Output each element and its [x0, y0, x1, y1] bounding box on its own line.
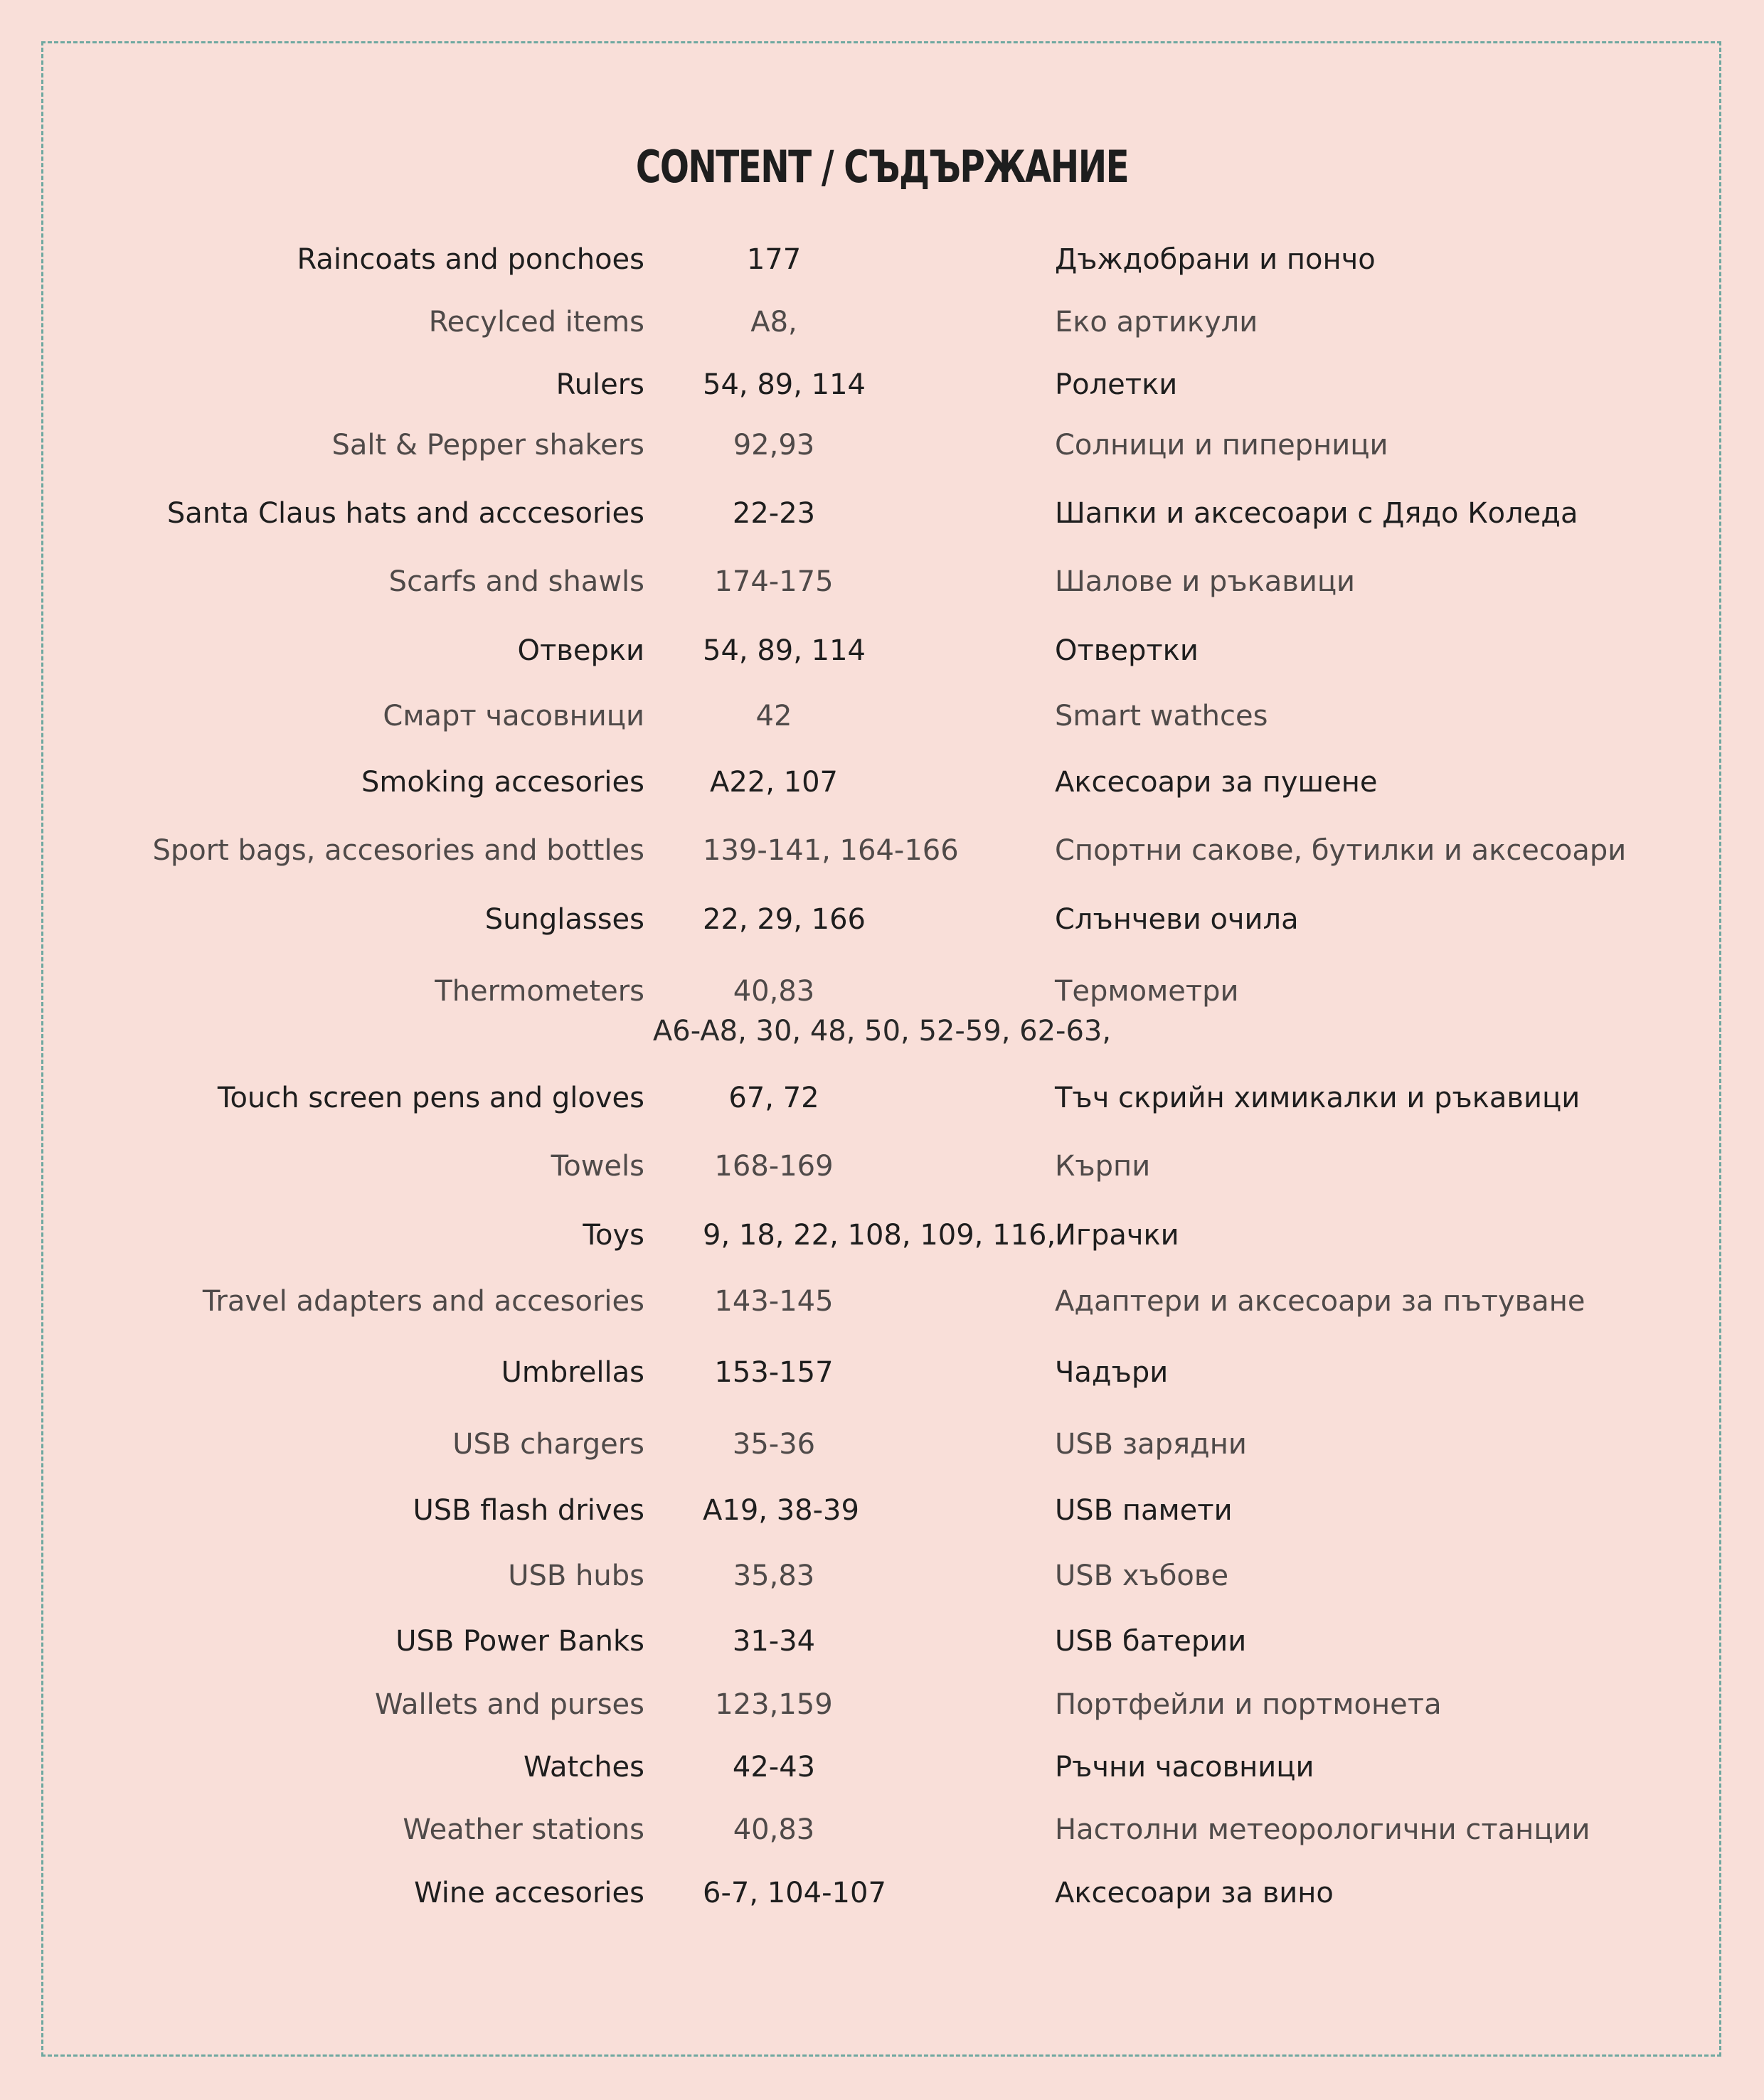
table-row — [0, 301, 1764, 343]
table-row — [0, 1683, 1764, 1726]
item-name-en: Smoking accesories — [361, 766, 644, 799]
page-numbers: 139-141, 164-166 — [703, 834, 959, 867]
item-name-en: Отверки — [517, 634, 644, 667]
page-numbers: 9, 18, 22, 108, 109, 116, — [703, 1219, 1056, 1252]
item-name-en: Umbrellas — [501, 1356, 644, 1389]
page-numbers: 54, 89, 114 — [703, 634, 866, 667]
item-name-en: USB flash drives — [413, 1494, 644, 1527]
page-numbers: 54, 89, 114 — [703, 368, 866, 401]
item-name-bg: Smart wathces — [1055, 700, 1268, 732]
item-name-en: Travel adapters and accesories — [202, 1285, 644, 1318]
page-numbers: 22-23 — [732, 497, 816, 530]
item-name-bg: USB зарядни — [1055, 1428, 1247, 1461]
table-row — [0, 560, 1764, 603]
item-name-en: USB hubs — [508, 1560, 644, 1592]
item-name-bg: Шапки и аксесоари с Дядо Коледа — [1055, 497, 1578, 530]
item-name-bg: Аксесоари за вино — [1055, 1877, 1334, 1909]
item-name-en: Sport bags, accesories and bottles — [152, 834, 644, 867]
table-row — [0, 898, 1764, 941]
item-name-en: Sunglasses — [484, 903, 644, 936]
item-name-bg: Портфейли и портмонета — [1055, 1688, 1442, 1721]
page-numbers: 92,93 — [733, 429, 815, 462]
table-row — [0, 1620, 1764, 1663]
table-row — [0, 1077, 1764, 1119]
item-name-bg: Отвертки — [1055, 634, 1199, 667]
table-row — [0, 1872, 1764, 1914]
item-name-bg: Адаптери и аксесоари за пътуване — [1055, 1285, 1585, 1318]
table-row — [0, 492, 1764, 535]
item-name-en: Wallets and purses — [374, 1688, 644, 1721]
page-numbers: 143-145 — [714, 1285, 834, 1318]
item-name-en: Rulers — [556, 368, 644, 401]
item-name-bg: Спортни сакове, бутилки и аксесоари — [1055, 834, 1627, 867]
item-name-bg: USB памети — [1055, 1494, 1233, 1527]
item-name-en: USB chargers — [452, 1428, 644, 1461]
item-name-en: USB Power Banks — [395, 1625, 644, 1658]
page-numbers: 6-7, 104-107 — [703, 1877, 886, 1909]
page-numbers: 168-169 — [714, 1150, 834, 1183]
page-numbers: 177 — [746, 243, 802, 276]
item-name-en: Recylced items — [428, 306, 644, 339]
page-numbers: 153-157 — [714, 1356, 834, 1389]
item-name-bg: Кърпи — [1055, 1150, 1151, 1183]
item-name-bg: Дъждобрани и пончо — [1055, 243, 1376, 276]
item-name-en: Thermometers — [435, 975, 644, 1008]
table-row — [0, 1746, 1764, 1789]
table-row — [0, 970, 1764, 1013]
extra-page-numbers: A6-A8, 30, 48, 50, 52-59, 62-63, — [652, 1015, 1112, 1048]
table-row — [0, 1423, 1764, 1466]
table-row — [0, 363, 1764, 406]
item-name-en: Toys — [583, 1219, 644, 1252]
page-numbers: A19, 38-39 — [703, 1494, 859, 1527]
item-name-bg: Ролетки — [1055, 368, 1178, 401]
item-name-bg: USB хъбове — [1055, 1560, 1229, 1592]
table-row — [0, 695, 1764, 737]
page-numbers: 40,83 — [733, 975, 815, 1008]
item-name-bg: Чадъри — [1055, 1356, 1169, 1389]
page-numbers: 174-175 — [714, 565, 834, 598]
item-name-en: Towels — [551, 1150, 644, 1183]
item-name-bg: Еко артикули — [1055, 306, 1258, 339]
page-numbers: 67, 72 — [728, 1082, 819, 1114]
table-row — [0, 1214, 1764, 1257]
item-name-bg: Настолни метеорологични станции — [1055, 1813, 1590, 1846]
item-name-en: Weather stations — [403, 1813, 644, 1846]
item-name-bg: Аксесоари за пушене — [1055, 766, 1378, 799]
page-numbers: 123,159 — [715, 1688, 833, 1721]
item-name-bg: Термометри — [1055, 975, 1239, 1008]
table-row — [0, 1808, 1764, 1851]
table-row — [0, 1489, 1764, 1532]
page-numbers: 22, 29, 166 — [703, 903, 866, 936]
table-row — [0, 238, 1764, 281]
page-numbers: A8, — [750, 306, 797, 339]
item-name-en: Raincoats and ponchoes — [297, 243, 644, 276]
item-name-bg: Тъч скрийн химикалки и ръкавици — [1055, 1082, 1580, 1114]
table-row — [0, 829, 1764, 872]
table-row — [0, 1555, 1764, 1597]
page-numbers: 42 — [755, 700, 792, 732]
table-row — [0, 761, 1764, 804]
item-name-bg: Слънчеви очила — [1055, 903, 1299, 936]
page-numbers: 42-43 — [732, 1751, 816, 1784]
table-row — [0, 1145, 1764, 1188]
item-name-en: Wine accesories — [414, 1877, 644, 1909]
item-name-en: Salt & Pepper shakers — [331, 429, 644, 462]
item-name-en: Touch screen pens and gloves — [217, 1082, 644, 1114]
table-row — [0, 629, 1764, 672]
item-name-bg: Ръчни часовници — [1055, 1751, 1314, 1784]
item-name-bg: Шалове и ръкавици — [1055, 565, 1356, 598]
page-numbers: 35-36 — [732, 1428, 816, 1461]
page-numbers: 40,83 — [733, 1813, 815, 1846]
item-name-en: Смарт часовници — [383, 700, 644, 732]
table-row — [0, 1280, 1764, 1323]
item-name-bg: USB батерии — [1055, 1625, 1247, 1658]
table-row — [0, 424, 1764, 467]
page-title: CONTENT / СЪДЪРЖАНИЕ — [635, 141, 1129, 193]
table-row — [0, 1351, 1764, 1394]
item-name-en: Watches — [524, 1751, 644, 1784]
page-numbers: 35,83 — [733, 1560, 815, 1592]
page-numbers: A22, 107 — [709, 766, 839, 799]
item-name-bg: Играчки — [1055, 1219, 1179, 1252]
item-name-en: Scarfs and shawls — [388, 565, 644, 598]
item-name-en: Santa Claus hats and acccesories — [166, 497, 644, 530]
page-numbers: 31-34 — [732, 1625, 816, 1658]
item-name-bg: Солници и пиперници — [1055, 429, 1388, 462]
